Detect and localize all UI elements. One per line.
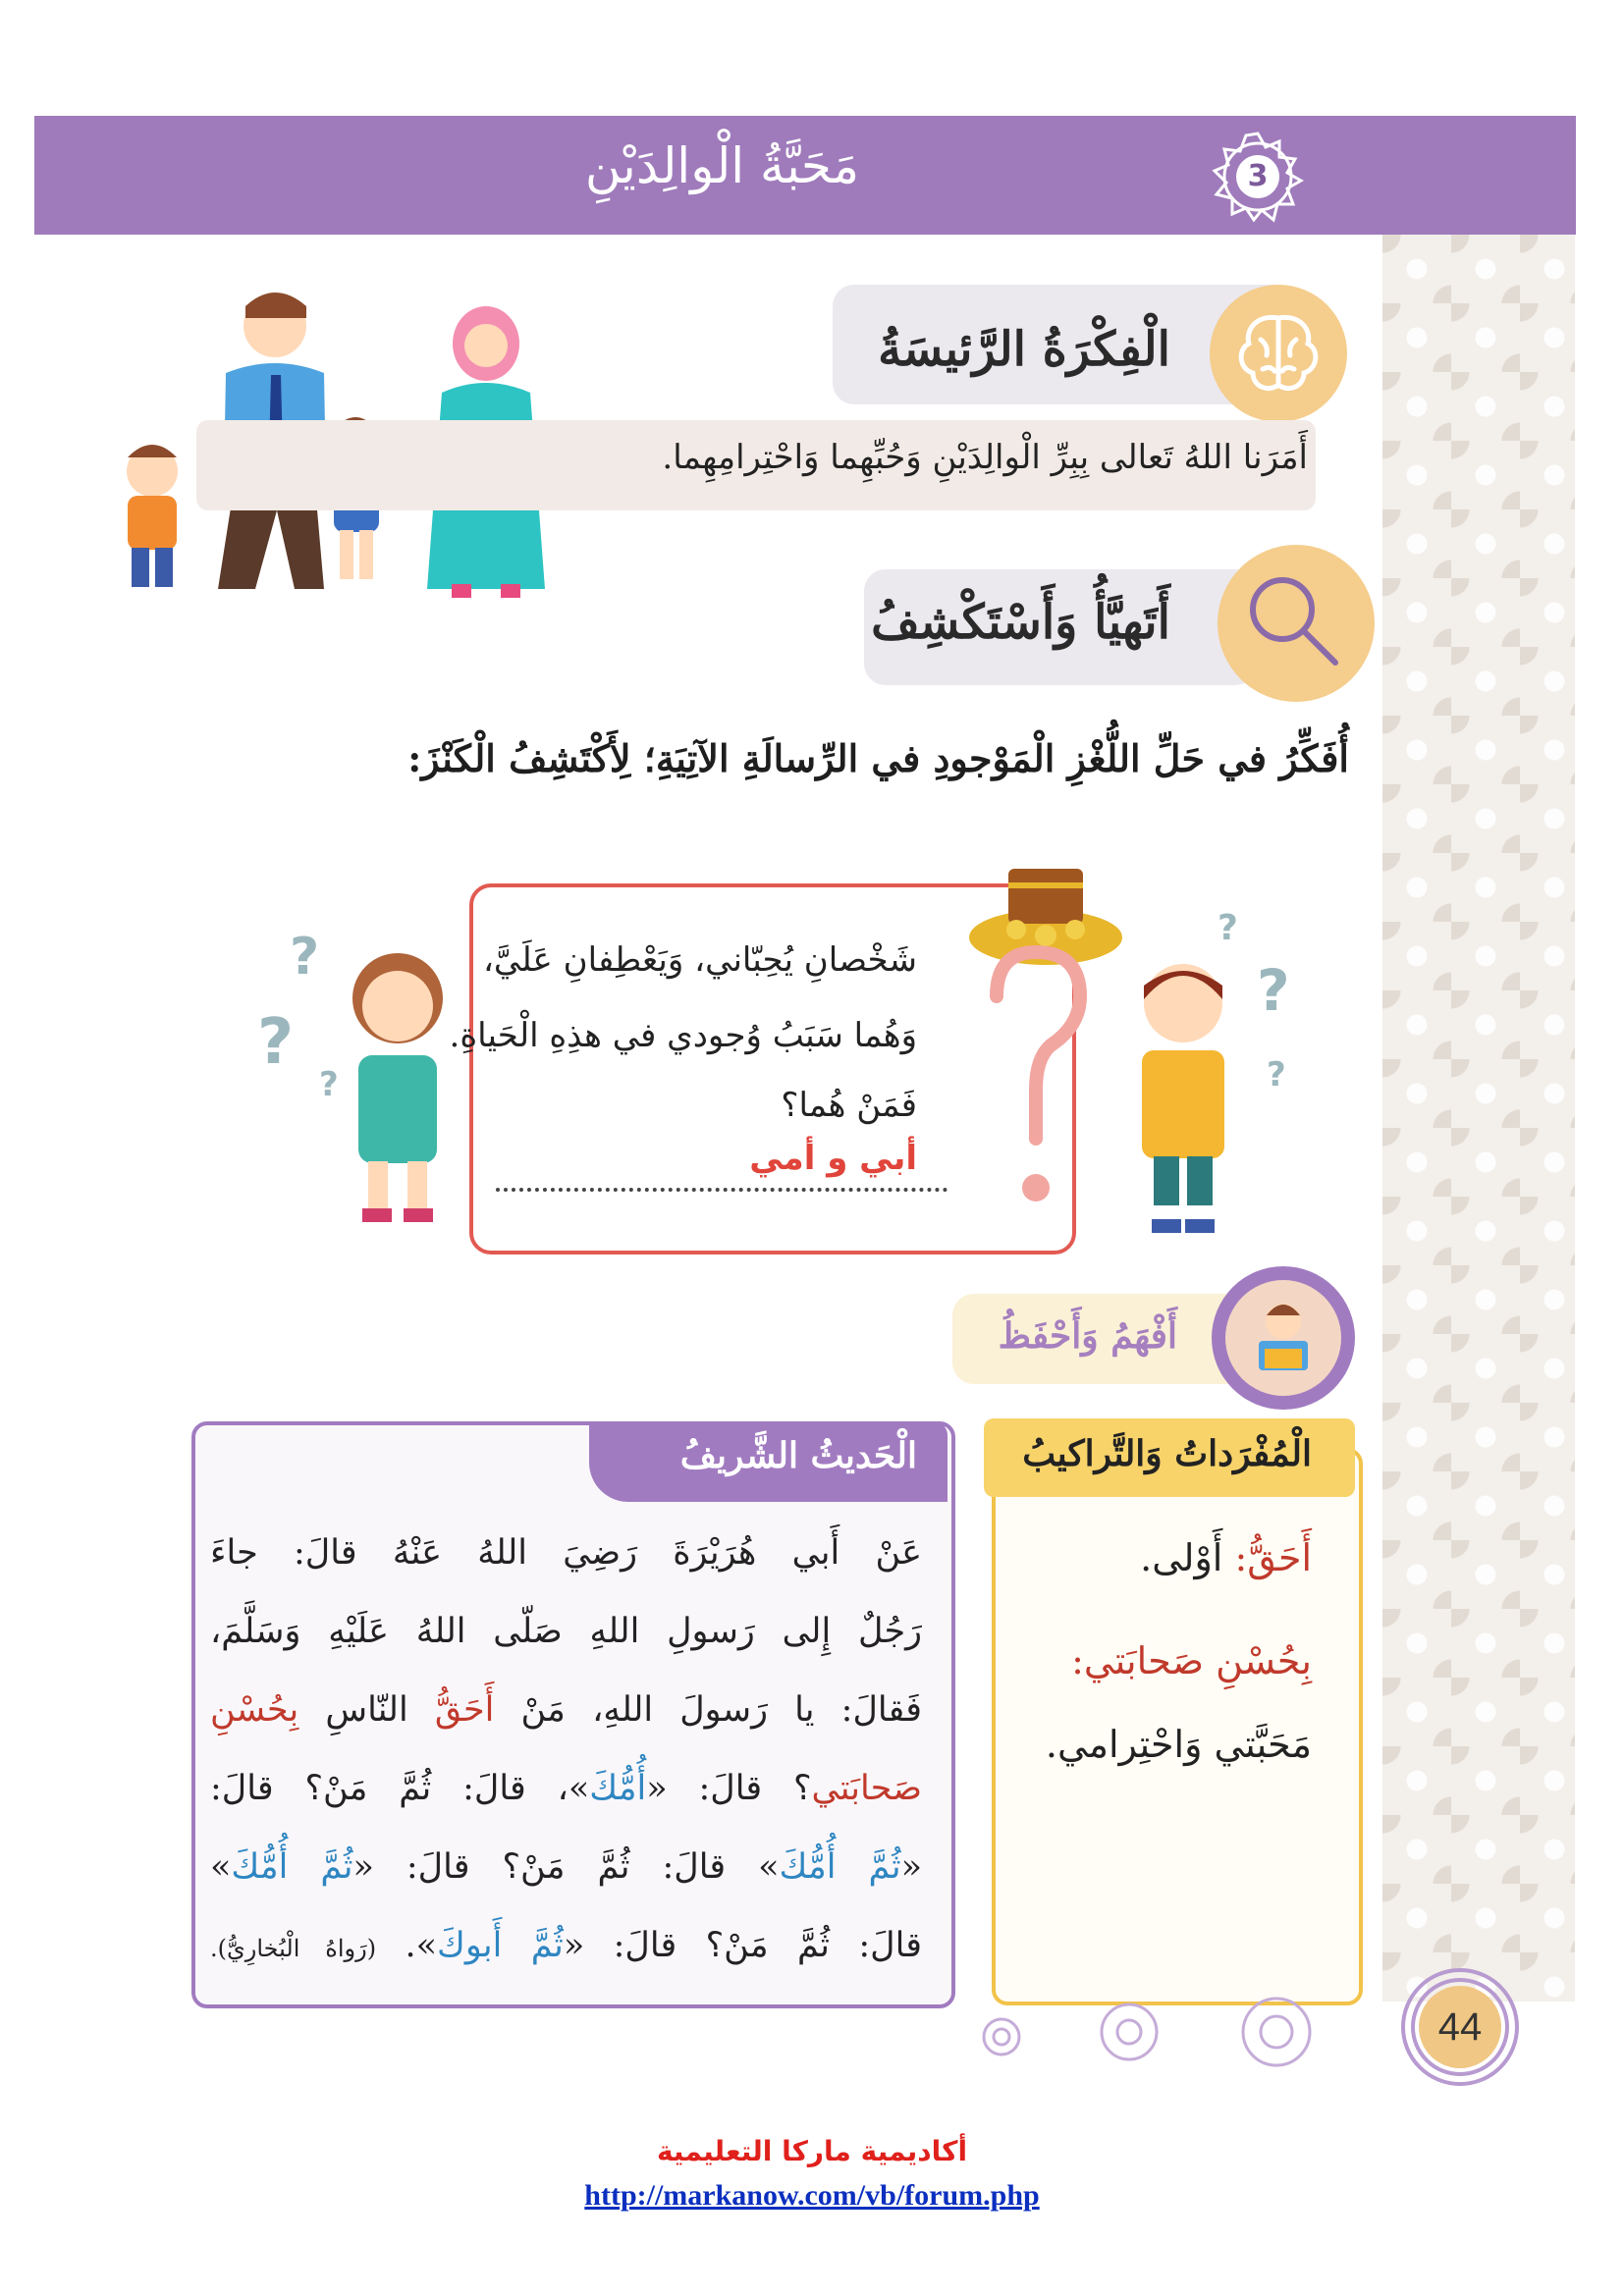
brain-icon <box>1210 285 1347 422</box>
vocab-def-1: أَوْلى. <box>1140 1536 1235 1579</box>
hadith-text: »، قالَ: ثُمَّ مَنْ؟ قالَ: <box>210 1769 590 1808</box>
explore-instruction: أُفَكِّرُ في حَلِّ اللُّغْزِ الْمَوْجودِ في الرِّسالَةِ الآتِيَةِ؛ لِأَكْتَشِفُ الْكَنْزَ: <box>407 736 1349 780</box>
hadith-title: الْحَديثُ الشَّريفُ <box>679 1435 917 1476</box>
page-number: 44 <box>1419 1986 1501 2068</box>
lesson-number-badge <box>1209 128 1307 226</box>
hadith-highlight: أُمُّكَ <box>589 1769 647 1808</box>
footer-link[interactable]: http://markanow.com/vb/forum.php <box>584 2179 1040 2212</box>
vocab-term-2: بِحُسْنِ صَحابَتي: <box>1071 1639 1312 1682</box>
main-idea-text: أَمَرَنا اللهُ تَعالى بِبِرِّ الْوالِدَيْنِ وَحُبِّهِما وَاحْتِرامِهِما. <box>662 438 1308 477</box>
thinking-girl-illustration <box>329 937 466 1232</box>
hadith-source: (رَواهُ الْبُخارِيُّ). <box>210 1935 377 1962</box>
lesson-number: 3 <box>1236 155 1279 198</box>
riddle-answer: أبي و أمي <box>749 1139 917 1178</box>
page-number-badge <box>1380 1958 1537 2096</box>
question-mark-icon: ? <box>1218 908 1238 948</box>
hadith-text: » قالَ: ثُمَّ مَنْ؟ قالَ: « <box>352 1847 780 1887</box>
hadith-text: قالَ: ثُمَّ مَنْ؟ قالَ: « <box>563 1926 922 1965</box>
question-mark-icon: ? <box>290 928 320 987</box>
hadith-highlight: صَحابَتي <box>811 1769 922 1808</box>
hadith-line-6 <box>210 1926 922 1965</box>
understand-title: أَفْهَمُ وَأَحْفَظُ <box>998 1315 1177 1357</box>
lesson-header <box>34 116 1576 235</box>
question-mark-icon: ? <box>1257 957 1290 1024</box>
thinking-boy-illustration <box>1114 942 1252 1247</box>
hadith-text: فَقالَ: يا رَسولَ اللهِ، مَنْ <box>494 1690 922 1730</box>
hadith-highlight: ثُمَّ أُمُّكَ <box>779 1847 901 1887</box>
hadith-highlight: بِحُسْنِ <box>210 1690 299 1730</box>
footer-publisher: أكاديمية ماركا التعليمية <box>656 2135 968 2167</box>
vocab-entry-1 <box>1140 1536 1312 1579</box>
lesson-title: مَحَبَّةُ الْوالِدَيْنِ <box>584 137 859 194</box>
hadith-line-2: رَجُلٌ إِلى رَسولِ اللهِ صَلّى اللهُ عَلَيْهِ وَسَلَّمَ، <box>210 1612 922 1651</box>
vocab-term-1: أَحَقُّ: <box>1234 1536 1312 1579</box>
magnifier-icon <box>1218 545 1375 702</box>
hadith-text: ؟ قالَ: « <box>646 1769 812 1808</box>
big-question-mark-icon <box>982 942 1090 1227</box>
hadith-text: » <box>210 1847 232 1887</box>
main-idea-title: الْفِكْرَةُ الرَّئيسَةُ <box>878 322 1170 377</box>
reading-child-icon <box>1225 1280 1341 1396</box>
hadith-line-4 <box>210 1769 922 1808</box>
side-pattern-strip <box>1382 235 1575 2002</box>
hadith-highlight: أَحَقُّ <box>434 1690 495 1730</box>
hadith-line-5 <box>210 1847 922 1887</box>
hadith-highlight: ثُمَّ أَبوكَ <box>437 1926 564 1965</box>
riddle-line-3: فَمَنْ هُما؟ <box>781 1086 917 1125</box>
hadith-text: النّاسِ <box>298 1690 435 1730</box>
vocab-def-2: مَحَبَّتي وَاحْتِرامي. <box>1045 1723 1312 1766</box>
flower-ornament-icon <box>884 1993 1375 2071</box>
hadith-text: « <box>900 1847 922 1887</box>
vocab-title: الْمُفْرَداتُ وَالتَّراكيبُ <box>1022 1433 1312 1474</box>
hadith-highlight: ثُمَّ أُمُّكَ <box>231 1847 353 1887</box>
riddle-line-1: شَخْصانِ يُحِبّاني، وَيَعْطِفانِ عَلَيَّ، <box>482 940 917 980</box>
explore-title: أَتَهيَّأُ وَأَسْتَكْشِفُ <box>871 595 1170 650</box>
hadith-line-1: عَنْ أَبي هُرَيْرَةَ رَضِيَ اللهُ عَنْهُ قالَ: جاءَ <box>210 1533 922 1573</box>
hadith-text: ». <box>376 1926 437 1965</box>
question-mark-icon: ? <box>257 1006 295 1079</box>
riddle-line-2: وَهُما سَبَبُ وُجودي في هذِهِ الْحَياةِ. <box>449 1016 917 1055</box>
answer-dotted-line <box>496 1188 947 1192</box>
question-mark-icon: ? <box>1267 1055 1286 1095</box>
hadith-line-3 <box>210 1690 922 1730</box>
question-mark-icon: ? <box>319 1065 339 1104</box>
